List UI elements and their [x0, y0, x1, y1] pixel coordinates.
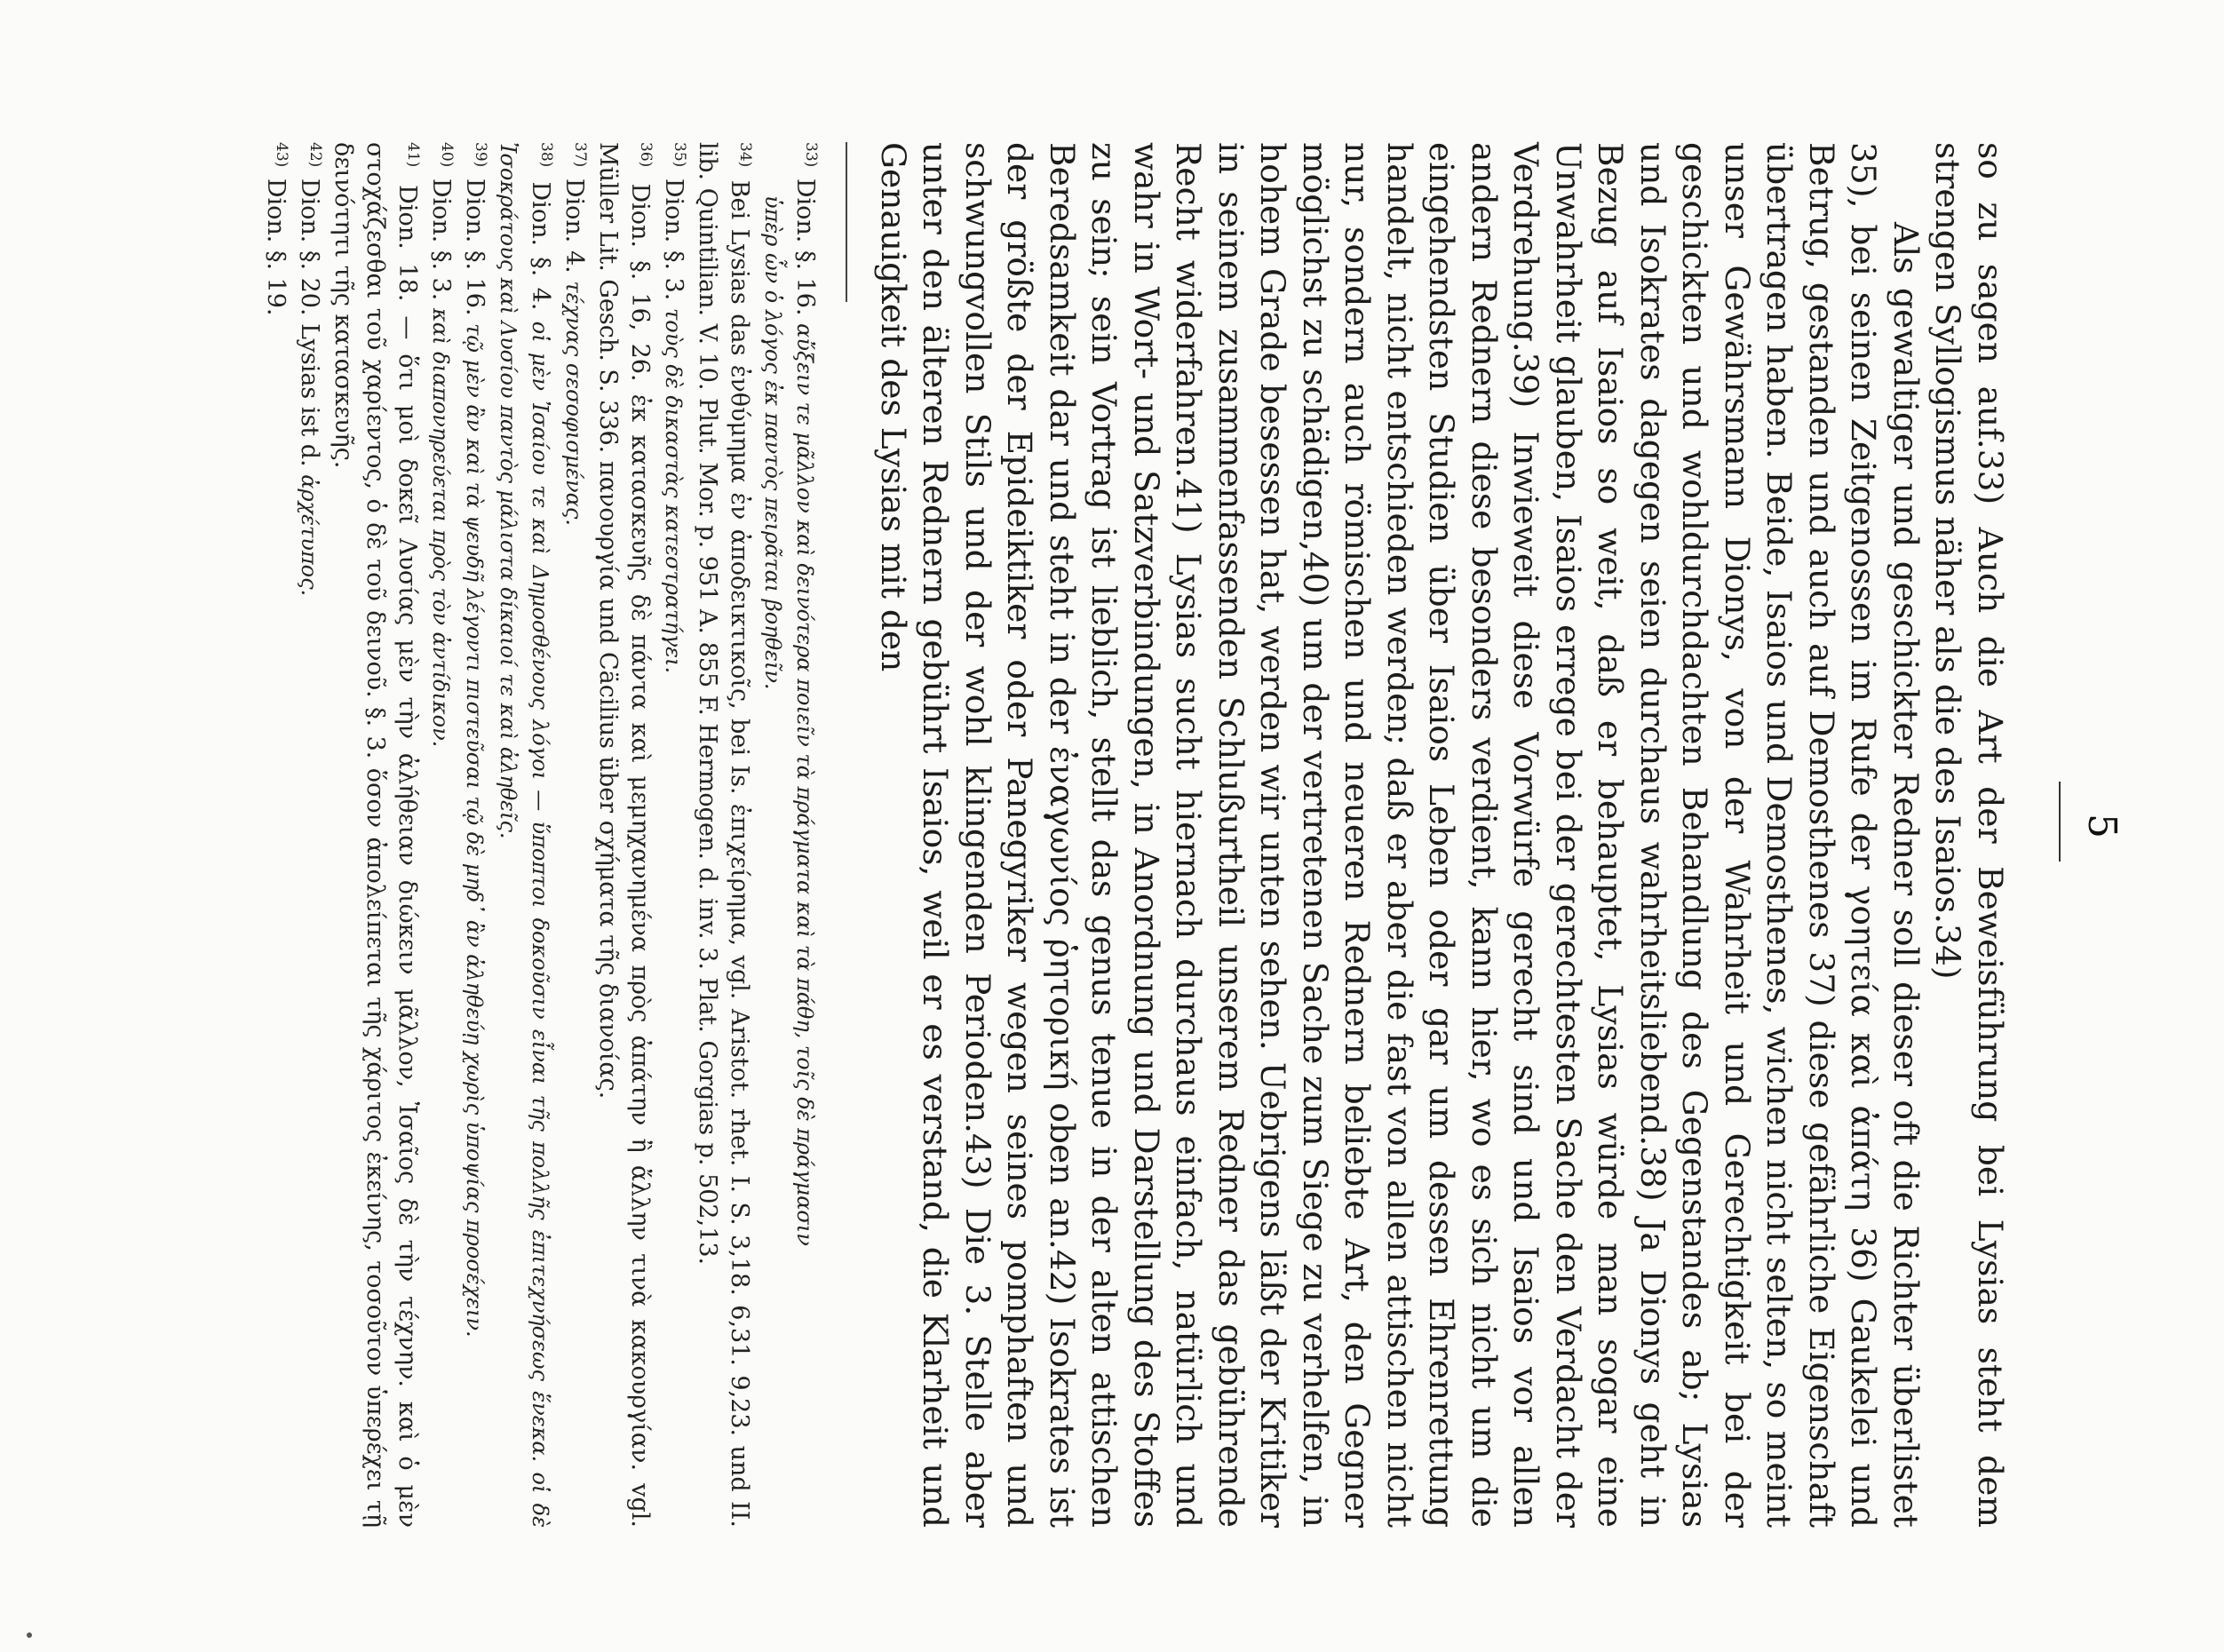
footnote — [425, 142, 457, 1528]
footnote-mark: 43) — [273, 142, 290, 168]
page-number-rule — [2059, 782, 2061, 862]
footnote-greek: καὶ διαπονηρεύεται πρὸς τὸν ἀντίδικον. — [428, 307, 453, 748]
footnote-text: Dion. §. 20. Lysias ist d. — [296, 178, 323, 467]
footnote-mark: 37) — [571, 142, 589, 168]
footnote-text: Dion. §. 19. — [262, 178, 290, 316]
footnote-mark: 39) — [472, 142, 489, 168]
body-text — [872, 142, 2012, 1528]
footnote-text: Bei Lysias das ἐνθύμημα ἐν ἀποδεικτικοῖς, bei Is. ἐπιχείρημα, vgl. Aristot. rhet. I. S. 3,18. 6,31. 9,23. und II. lib. Quintilian. V. 10. Plut. Mor. p. 951 A. 855 F. Hermogen. d. inv. 3. Plat. Gorgias p. 502,13. — [694, 142, 753, 1528]
footnote-greek: ἀρχέτυπος. — [297, 474, 322, 597]
footnote-mark: 42) — [306, 142, 324, 168]
footnote — [592, 142, 655, 1528]
footnote-greek: οἱ μὲν Ἰσαίου τε καὶ Δημοσθένους λόγοι — ὕποπτοι δοκοῦσιν εἶναι τῆς πολλῆς ἐπιτεχνήσεως ἕνεκα. οἱ δὲ Ἰσοκράτους καὶ Λυσίου παντὸς μάλιστα δίκαιοί τε καὶ ἀληθεῖς. — [496, 142, 552, 1528]
footnote-text: Dion. §. 3. — [427, 178, 455, 301]
footnote — [657, 142, 689, 1528]
footnote-text: Dion. §. 16. — [461, 178, 488, 316]
footnote-greek: τῷ μὲν ἂν καὶ τὰ ψευδῆ λέγοντι πιστεῦσαι τῷ δὲ μηδ᾽ ἂν ἀληθεύῃ χωρὶς ὑποψίας προσέχειν. — [462, 323, 487, 1338]
footnote-text: Dion. §. 16. — [791, 178, 819, 316]
footnote-greek: αὔξειν τε μᾶλλον καὶ δεινότερα ποιεῖν τὰ πράγματα καὶ τὰ πάθη, τοῖς δὲ πράγμασιν — [792, 323, 817, 1246]
footnote-mark: 33) — [802, 142, 820, 168]
footnote — [757, 142, 821, 1528]
footnote-text: Dion. §. 3. — [660, 178, 687, 301]
footnote-mark: 36) — [637, 142, 655, 168]
footnote — [293, 142, 325, 1528]
footnotes — [258, 142, 821, 1528]
footnote-text: Dion. 18. — ὅτι μοὶ δοκεῖ Λυσίας μὲν τὴν ἀλήθειαν διώκειν μᾶλλον, Ἰσαῖος δὲ τὴν τέχνην. καὶ ὁ μὲν στοχάζεσθαι τοῦ χαρίεντος, ὁ δὲ τοῦ δεινοῦ. §. 3. ὅσον ἀπολείπεται τῆς χάριτος ἐκείνης, τοσοῦτον ὑπερέχει τῇ δεινότητι τῆς κατασκευῆς. — [330, 142, 421, 1528]
footnote-text: Dion. 4. — [560, 178, 588, 274]
footnote-separator — [846, 142, 847, 302]
footnote-mark: 41) — [404, 142, 422, 168]
footnote-mark: 35) — [671, 142, 688, 168]
footnote-greek: τοὺς δὲ δικαστὰς κατεστρατήγει. — [661, 307, 686, 674]
scan-speck — [27, 1632, 32, 1638]
footnote-mark: 34) — [736, 142, 754, 168]
footnote-mark: 40) — [438, 142, 456, 168]
footnote — [259, 142, 291, 1528]
footnote-text: Dion. §. 4. — [527, 181, 554, 311]
footnote-text: Dion. §. 16, 26. ἐκ κατασκευῆς δὲ πάντα καὶ μεμηχανημένα πρὸς ἀπάτην ἢ ἄλλην τινὰ κακουργίαν. vgl. Müller Lit. Gesch. S. 336. πανουργία und Cäcilius über σχήματα τῆς διανοίας. — [594, 142, 654, 1528]
footnote — [458, 142, 490, 1528]
footnote — [691, 142, 755, 1528]
footnote-greek: τέχνας σεσοφισμένας. — [561, 281, 586, 526]
footnote — [327, 142, 423, 1528]
footnote — [558, 142, 590, 1528]
page-number: 5 — [2079, 814, 2125, 838]
footnote-continuation: ὑπὲρ ὧν ὁ λόγος ἐκ παντὸς πειρᾶται βοηθεῖν. — [760, 195, 785, 690]
footnote — [492, 142, 556, 1528]
paragraph: Als gewaltiger und geschickter Redner soll dieser oft die Richter überlistet 35), bei seinen Zeitgenossen im Rufe der γοητεία καὶ ἀπάτη 36) Gaukelei und Betrug, gestanden und auch auf Demosthenes 37) diese gefährliche Eigenschaft übertragen haben. Beide, Isaios und Demosthenes, wichen nicht selten, so meint unser Gewährsmann Dionys, von der Wahrheit und Gerechtigkeit bei der geschickten und wohldurchdachten Behandlung des Gegenstandes ab; Lysias und Isokrates dagegen seien durchaus wahrheitsliebend.38) Ja Dionys geht in Bezug auf Isaios so weit, daß er behauptet, Lysias würde man sogar eine Unwahrheit glauben, Isaios errege bei der gerechtesten Sache den Verdacht der Verdrehung.39) Inwieweit diese Vorwürfe gerecht sind und Isaios vor allen andern Rednern diese besonders verdient, kann hier, wo es sich nicht um die eingehendsten Studien über Isaios Leben oder gar um dessen Ehrenrettung handelt, nicht entschieden werden; daß er aber die fast von allen attischen nicht nur, sondern auch römischen und neueren Rednern beliebte Art, den Gegner möglichst zu schädigen,40) um der vertretenen Sache zum Siege zu verhelfen, in hohem Grade besessen hat, werden wir unten sehen. Uebrigens läßt der Kritiker in seinem zusammenfassenden Schlußurtheil unserem Redner das gebührende Recht widerfahren.41) Lysias sucht hiernach durchaus einfach, natürlich und wahr in Wort- und Satzverbindungen, in Anordnung und Darstellung des Stoffes zu sein; sein Vortrag ist lieblich, stellt das genus tenue in der alten attischen Beredsamkeit dar und steht in der ἐναγωνίος ῥητορική oben an.42) Isokrates ist der größte der Epideiktiker oder Panegyriker wegen seines pomphaften und schwungvollen Stils und der wohl klingenden Perioden.43) Die 3. Stelle aber unter den älteren Rednern gebührt Isaios, weil er es verstand, die Klarheit und Genauigkeit des Lysias mit den — [874, 142, 1926, 1528]
paragraph: so zu sagen auf.33) Auch die Art der Beweisführung bei Lysias steht dem strengen Syllogismus näher als die des Isaios.34) — [1928, 142, 2010, 1528]
footnote-mark: 38) — [537, 142, 555, 168]
